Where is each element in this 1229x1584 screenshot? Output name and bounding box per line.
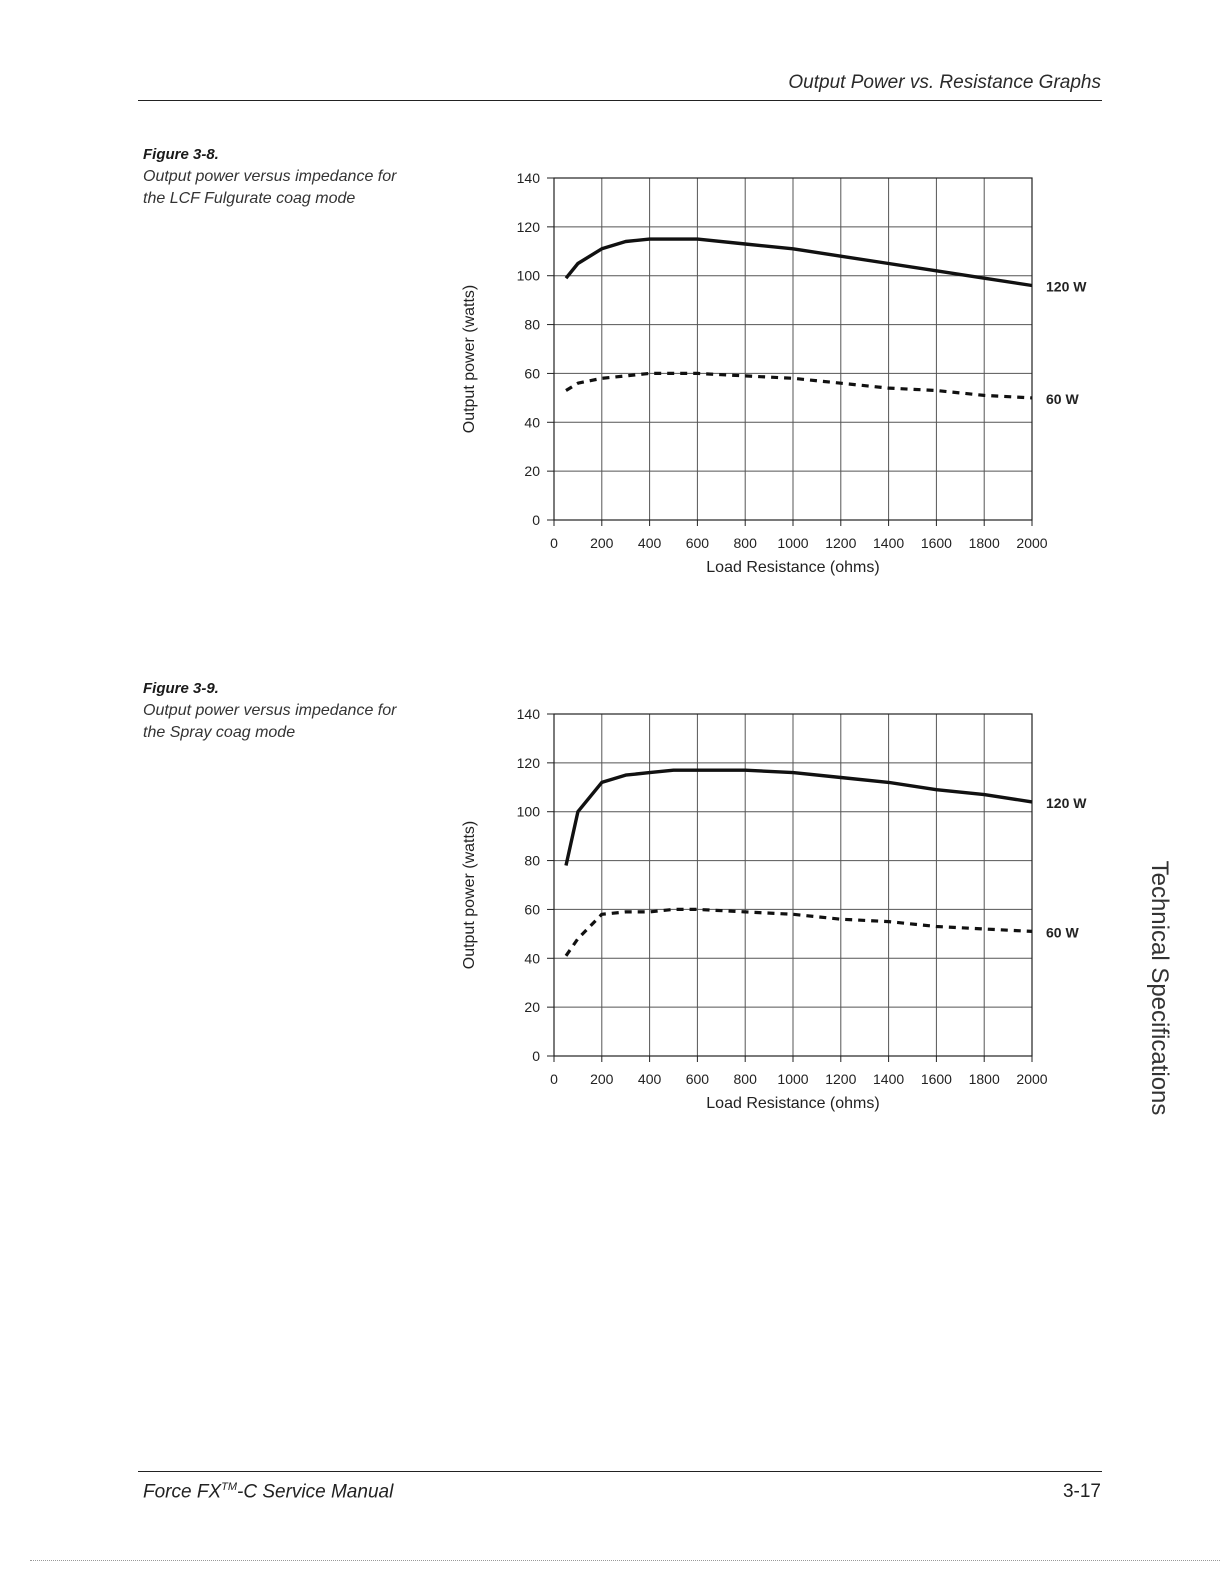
footer-divider — [138, 1471, 1102, 1472]
x-tick-label: 1000 — [777, 535, 809, 551]
y-tick-label: 120 — [516, 218, 540, 235]
y-tick-label: 40 — [524, 950, 540, 967]
y-tick-label: 80 — [524, 852, 540, 869]
y-tick-label: 120 — [516, 754, 540, 771]
x-tick-label: 1800 — [968, 535, 1000, 551]
x-axis-label: Load Resistance (ohms) — [706, 1095, 880, 1112]
footer-manual-name — [143, 1481, 393, 1503]
page-header-title: Output Power vs. Resistance Graphs — [788, 72, 1101, 93]
x-tick-label: 600 — [685, 535, 710, 551]
x-tick-label: 1400 — [873, 1071, 905, 1087]
y-tick-label: 60 — [524, 901, 540, 918]
series-line-60w — [566, 373, 1032, 398]
x-tick-label: 1600 — [920, 1071, 952, 1087]
x-tick-label: 400 — [637, 1071, 662, 1087]
y-tick-label: 140 — [516, 706, 540, 722]
scan-edge — [30, 1560, 1220, 1561]
section-side-tab-label: Technical Specifications — [1146, 860, 1173, 1116]
y-tick-label: 0 — [532, 512, 540, 528]
x-tick-label: 1200 — [825, 535, 857, 551]
y-tick-label: 40 — [524, 414, 540, 431]
x-tick-label: 1800 — [968, 1071, 1000, 1087]
x-tick-label: 2000 — [1016, 535, 1048, 551]
chart-lcf-fulgurate — [440, 160, 1120, 600]
y-tick-label: 60 — [524, 365, 540, 382]
figure-caption-3-9 — [143, 680, 413, 744]
series-label-60w: 60 W — [1046, 390, 1079, 407]
x-tick-label: 1400 — [873, 535, 905, 551]
x-tick-label: 1200 — [825, 1071, 857, 1087]
figure-number: Figure 3-9. — [143, 680, 219, 697]
y-tick-label: 20 — [524, 463, 540, 480]
figure-description: Output power versus impedance for the LCF Fulgurate coag mode — [143, 168, 397, 207]
manual-suffix: -C Service Manual — [237, 1481, 394, 1503]
y-tick-label: 80 — [524, 316, 540, 333]
figure-description: Output power versus impedance for the Spray coag mode — [143, 702, 397, 741]
y-tick-label: 0 — [532, 1048, 540, 1064]
x-tick-label: 600 — [685, 1071, 710, 1087]
series-label-120w: 120 W — [1046, 794, 1087, 811]
x-axis-label: Load Resistance (ohms) — [706, 559, 880, 576]
series-label-120w: 120 W — [1046, 278, 1087, 295]
series-label-60w: 60 W — [1046, 924, 1079, 941]
chart-spray-coag — [440, 696, 1120, 1136]
series-line-60w — [566, 909, 1032, 955]
figure-caption-3-8 — [143, 146, 413, 210]
y-tick-label: 100 — [516, 803, 540, 820]
trademark-mark: TM — [221, 1481, 238, 1493]
x-tick-label: 0 — [550, 535, 558, 551]
y-tick-label: 140 — [516, 170, 540, 186]
figure-number: Figure 3-8. — [143, 146, 219, 163]
x-tick-label: 1000 — [777, 1071, 809, 1087]
y-axis-label: Output power (watts) — [461, 284, 478, 434]
x-tick-label: 800 — [733, 535, 757, 551]
header-divider — [138, 100, 1102, 101]
x-tick-label: 200 — [590, 535, 614, 551]
x-tick-label: 2000 — [1016, 1071, 1048, 1087]
y-axis-label: Output power (watts) — [461, 820, 478, 970]
manual-name: Force FX — [143, 1481, 222, 1503]
x-tick-label: 400 — [637, 535, 662, 551]
x-tick-label: 800 — [733, 1071, 757, 1087]
x-tick-label: 0 — [550, 1071, 558, 1087]
footer-page-number: 3-17 — [1062, 1481, 1101, 1502]
series-line-120w — [566, 239, 1032, 285]
y-tick-label: 100 — [516, 267, 540, 284]
x-tick-label: 200 — [590, 1071, 614, 1087]
y-tick-label: 20 — [524, 999, 540, 1016]
x-tick-label: 1600 — [920, 535, 952, 551]
series-line-120w — [566, 770, 1032, 865]
